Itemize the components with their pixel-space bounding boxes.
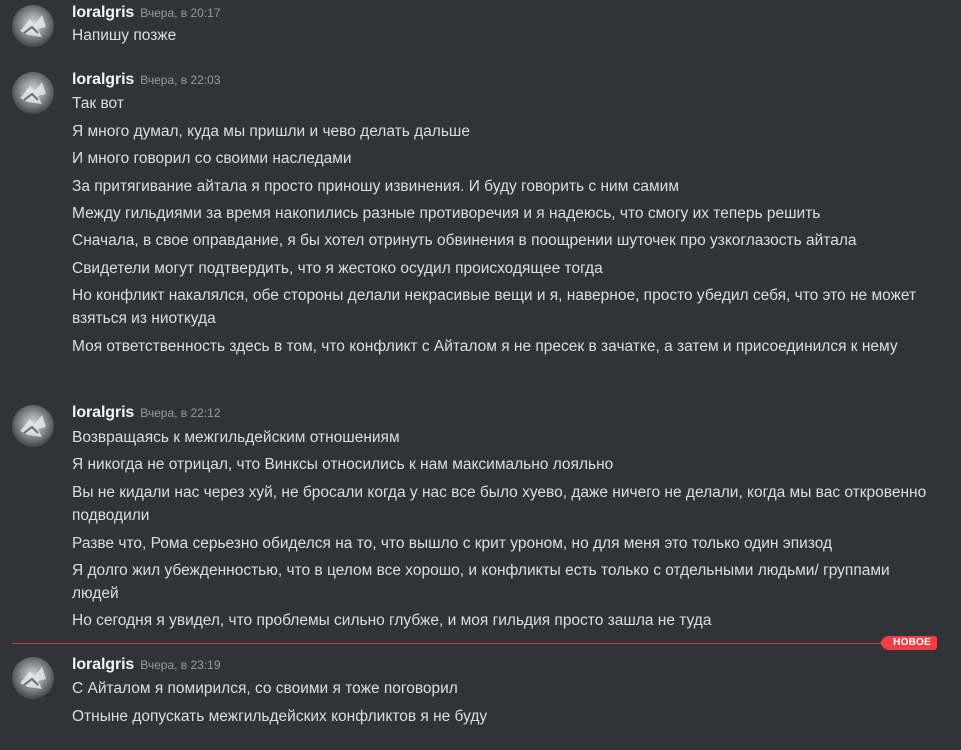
message-text: Возвращаясь к межгильдейским отношениям — [72, 429, 400, 446]
timestamp[interactable]: Вчера, в 20:17 — [140, 6, 221, 20]
message-text: Но конфликт накалялся, обе стороны делали некрасивые вещи и я, наверное, просто убедил себя, что это не может взяться из ниоткуда — [72, 287, 917, 327]
message-text: И много говорил со своими наследами — [72, 150, 352, 167]
message-header — [72, 71, 221, 91]
avatar[interactable] — [12, 405, 54, 447]
message-text: Вы не кидали нас через хуй, не бросали когда у нас все было хуево, даже ничего не делали, когда мы вас откровенно подводили — [72, 484, 927, 524]
message-text: Напишу позже — [72, 27, 177, 44]
username[interactable]: loralgris — [72, 404, 135, 421]
new-messages-badge: НОВОЕ — [885, 636, 937, 650]
timestamp[interactable]: Вчера, в 22:03 — [140, 73, 221, 87]
message-text: Я никогда не отрицал, что Винксы относились к нам максимально лояльно — [72, 456, 614, 473]
message-header — [72, 4, 221, 24]
message-header — [72, 404, 221, 424]
message-text: Отныне допускать межгильдейских конфликтов я не буду — [72, 708, 488, 725]
timestamp[interactable]: Вчера, в 22:12 — [140, 406, 221, 420]
avatar[interactable] — [12, 5, 54, 47]
message-text: Я долго жил убежденностью, что в целом все хорошо, и конфликты есть только с отдельными людьми/ группами людей — [72, 562, 890, 602]
username[interactable]: loralgris — [72, 71, 135, 88]
message-text: С Айталом я помирился, со своими я тоже поговорил — [72, 680, 458, 697]
username[interactable]: loralgris — [72, 656, 135, 673]
message-text: Разве что, Рома серьезно обиделся на то, что вышло с крит уроном, но для меня это только один эпизод — [72, 535, 833, 552]
new-messages-divider — [12, 643, 937, 644]
message-text: Я много думал, куда мы пришли и чево делать дальше — [72, 123, 470, 140]
message-text: Так вот — [72, 95, 124, 112]
message-text: Между гильдиями за время накопились разные противоречия и я надеюсь, что смогу их теперь решить — [72, 205, 821, 222]
username[interactable]: loralgris — [72, 4, 135, 21]
message-header — [72, 656, 221, 676]
avatar[interactable] — [12, 72, 54, 114]
message-text: Свидетели могут подтвердить, что я жестоко осудил происходящее тогда — [72, 260, 603, 277]
timestamp[interactable]: Вчера, в 23:19 — [140, 658, 221, 672]
message-text: Но сегодня я увидел, что проблемы сильно глубже, и моя гильдия просто зашла не туда — [72, 612, 712, 629]
message-text: Моя ответственность здесь в том, что конфликт с Айталом я не пресек в зачатке, а затем и присоединился к нему — [72, 338, 898, 355]
message-text: Сначала, в свое оправдание, я бы хотел отринуть обвинения в поощрении шуточек про узкоглазость айтала — [72, 232, 857, 249]
avatar[interactable] — [12, 657, 54, 699]
message-text: За притягивание айтала я просто приношу извинения. И буду говорить с ним самим — [72, 178, 679, 195]
